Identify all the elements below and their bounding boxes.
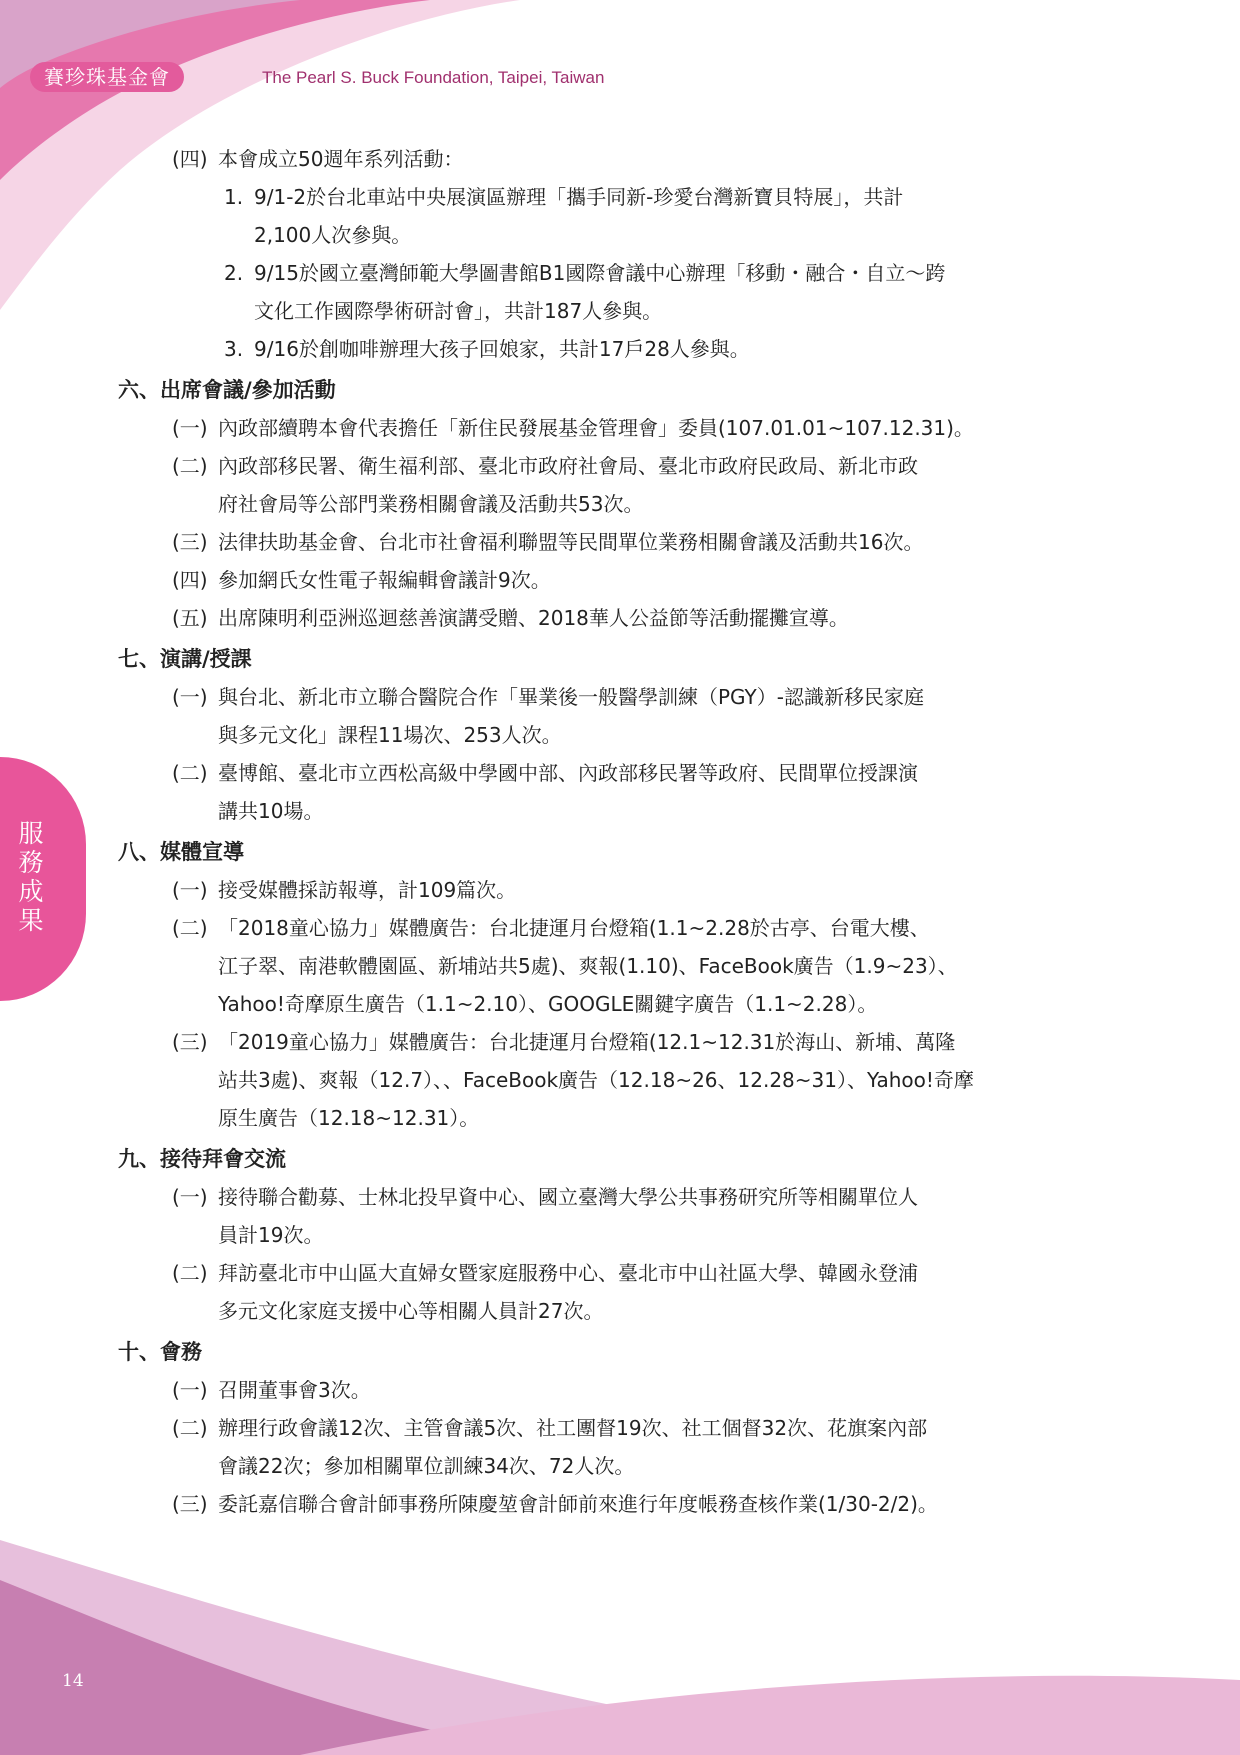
item-marker: (三) xyxy=(172,530,208,554)
continuation-line xyxy=(118,1292,1128,1330)
list-item xyxy=(118,1485,1128,1523)
continuation-text: 會議22次；參加相關單位訓練34次、72人次。 xyxy=(218,1454,635,1478)
numbered-subitem xyxy=(118,254,1128,292)
continuation-line xyxy=(118,1447,1128,1485)
list-item xyxy=(118,1023,1128,1061)
item-text: 「2018童心協力」媒體廣告：台北捷運月台燈箱(1.1~2.28於古亭、台電大樓、 xyxy=(218,916,930,940)
list-item xyxy=(118,678,1128,716)
item-text: 本會成立50週年系列活動： xyxy=(218,147,464,171)
item-marker: (一) xyxy=(172,416,208,440)
item-marker: (一) xyxy=(172,1378,208,1402)
continuation-text: 原生廣告（12.18~12.31）。 xyxy=(218,1106,480,1130)
list-item xyxy=(118,140,1128,178)
continuation-line xyxy=(118,985,1128,1023)
continuation-text: 多元文化家庭支援中心等相關人員計27次。 xyxy=(218,1299,604,1323)
section-heading: 九、接待拜會交流 xyxy=(118,1147,286,1171)
item-text: 內政部續聘本會代表擔任「新住民發展基金管理會」委員(107.01.01~107.12.31)。 xyxy=(218,416,974,440)
item-text: 辦理行政會議12次、主管會議5次、社工團督19次、社工個督32次、花旗案內部 xyxy=(218,1416,928,1440)
section-heading: 七、演講/授課 xyxy=(118,647,252,671)
list-item xyxy=(118,409,1128,447)
list-item xyxy=(118,909,1128,947)
item-text: 法律扶助基金會、台北市社會福利聯盟等民間單位業務相關會議及活動共16次。 xyxy=(218,530,924,554)
continuation-line xyxy=(118,216,1128,254)
item-text: 內政部移民署、衛生福利部、臺北市政府社會局、臺北市政府民政局、新北市政 xyxy=(218,454,918,478)
list-item xyxy=(118,1178,1128,1216)
item-marker: (二) xyxy=(172,1416,208,1440)
section-heading: 十、會務 xyxy=(118,1340,202,1364)
item-text: 接受媒體採訪報導，計109篇次。 xyxy=(218,878,517,902)
continuation-text: 講共10場。 xyxy=(218,799,324,823)
list-item xyxy=(118,447,1128,485)
item-marker: (五) xyxy=(172,606,208,630)
continuation-text: 與多元文化」課程11場次、253人次。 xyxy=(218,723,562,747)
numbered-subitem xyxy=(118,330,1128,368)
item-marker: (一) xyxy=(172,685,208,709)
item-text: 接待聯合勸募、士林北投早資中心、國立臺灣大學公共事務研究所等相關單位人 xyxy=(218,1185,918,1209)
continuation-text: 文化工作國際學術研討會」，共計187人參與。 xyxy=(254,299,663,323)
item-text: 參加網氏女性電子報編輯會議計9次。 xyxy=(218,568,551,592)
list-item xyxy=(118,599,1128,637)
subitem-text: 9/16於創咖啡辦理大孩子回娘家，共計17戶28人參與。 xyxy=(254,337,750,361)
org-name-badge: 賽珍珠基金會 xyxy=(30,62,184,92)
continuation-line xyxy=(118,1061,1128,1099)
continuation-line xyxy=(118,485,1128,523)
item-marker: (三) xyxy=(172,1492,208,1516)
subitem-text: 9/1-2於台北車站中央展演區辦理「攜手同新-珍愛台灣新寶貝特展」，共計 xyxy=(254,185,904,209)
continuation-line xyxy=(118,792,1128,830)
list-item xyxy=(118,523,1128,561)
item-text: 委託嘉信聯合會計師事務所陳慶堃會計師前來進行年度帳務查核作業(1/30-2/2)。 xyxy=(218,1492,938,1516)
continuation-text: 府社會局等公部門業務相關會議及活動共53次。 xyxy=(218,492,644,516)
org-name-english: The Pearl S. Buck Foundation, Taipei, Taiwan xyxy=(262,68,605,87)
continuation-text: Yahoo!奇摩原生廣告（1.1~2.10）、GOOGLE關鍵字廣告（1.1~2.28）。 xyxy=(218,992,878,1016)
item-text: 召開董事會3次。 xyxy=(218,1378,371,1402)
subitem-number: 2. xyxy=(224,261,244,285)
continuation-line xyxy=(118,292,1128,330)
side-tab-label: 服務成果 xyxy=(18,819,44,935)
subitem-text: 9/15於國立臺灣師範大學圖書館B1國際會議中心辦理「移動・融合・自立～跨 xyxy=(254,261,946,285)
item-text: 拜訪臺北市中山區大直婦女暨家庭服務中心、臺北市中山社區大學、韓國永登浦 xyxy=(218,1261,918,1285)
list-item xyxy=(118,754,1128,792)
continuation-text: 員計19次。 xyxy=(218,1223,324,1247)
numbered-subitem xyxy=(118,178,1128,216)
list-item xyxy=(118,871,1128,909)
continuation-line xyxy=(118,1099,1128,1137)
subitem-number: 3. xyxy=(224,337,244,361)
item-text: 臺博館、臺北市立西松高級中學國中部、內政部移民署等政府、民間單位授課演 xyxy=(218,761,918,785)
list-item xyxy=(118,1254,1128,1292)
item-marker: (二) xyxy=(172,916,208,940)
continuation-text: 站共3處)、爽報（12.7）、、FaceBook廣告（12.18~26、12.28~31）、Yahoo!奇摩 xyxy=(218,1068,974,1092)
item-marker: (二) xyxy=(172,1261,208,1285)
continuation-line xyxy=(118,716,1128,754)
continuation-line xyxy=(118,1216,1128,1254)
item-marker: (三) xyxy=(172,1030,208,1054)
list-item xyxy=(118,561,1128,599)
section-heading: 六、出席會議/參加活動 xyxy=(118,378,336,402)
item-marker: (二) xyxy=(172,454,208,478)
item-marker: (一) xyxy=(172,878,208,902)
report-body xyxy=(118,140,1128,1523)
item-text: 與台北、新北市立聯合醫院合作「畢業後一般醫學訓練（PGY）-認識新移民家庭 xyxy=(218,685,924,709)
item-text: 「2019童心協力」媒體廣告：台北捷運月台燈箱(12.1~12.31於海山、新埔、萬隆 xyxy=(218,1030,956,1054)
list-item xyxy=(118,1409,1128,1447)
item-marker: (四) xyxy=(172,568,208,592)
item-marker: (一) xyxy=(172,1185,208,1209)
list-item xyxy=(118,1371,1128,1409)
item-marker: (四) xyxy=(172,147,208,171)
section-heading: 八、媒體宣導 xyxy=(118,840,244,864)
subitem-number: 1. xyxy=(224,185,244,209)
item-text: 出席陳明利亞洲巡迴慈善演講受贈、2018華人公益節等活動擺攤宣導。 xyxy=(218,606,849,630)
continuation-text: 江子翠、南港軟體園區、新埔站共5處)、爽報(1.10)、FaceBook廣告（1.9~23）、 xyxy=(218,954,958,978)
continuation-line xyxy=(118,947,1128,985)
item-marker: (二) xyxy=(172,761,208,785)
page-number: 14 xyxy=(62,1671,84,1691)
continuation-text: 2,100人次參與。 xyxy=(254,223,412,247)
